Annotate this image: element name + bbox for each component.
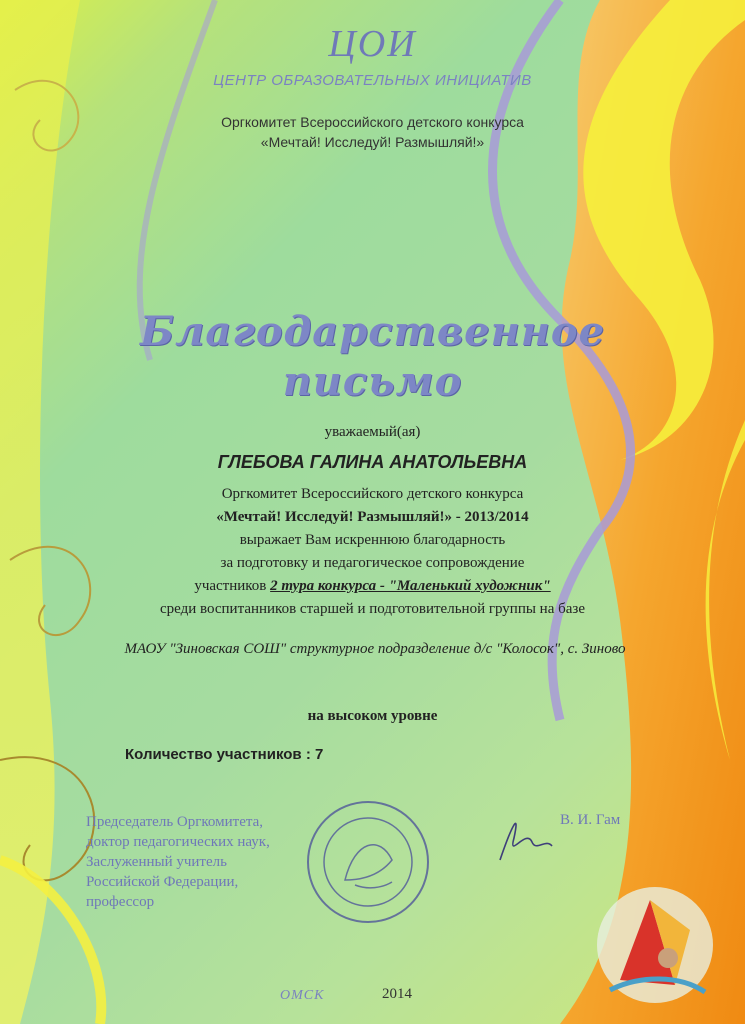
chair-line: Заслуженный учитель bbox=[86, 854, 227, 870]
body-line-preparation: за подготовку и педагогическое сопровождение bbox=[220, 555, 525, 571]
title-line-2: письмо bbox=[282, 358, 463, 405]
committee-line: Оргкомитет Всероссийского детского конкурса bbox=[221, 114, 524, 130]
title-line-1: Благодарственное bbox=[139, 308, 606, 355]
committee-header bbox=[0, 112, 745, 152]
participants-prefix: участников bbox=[194, 578, 267, 594]
salutation: уважаемый(ая) bbox=[324, 424, 421, 440]
body-line-groups: среди воспитанников старшей и подготовительной группы на базе bbox=[159, 601, 585, 617]
round-stamp bbox=[308, 802, 428, 922]
body-line-gratitude: выражает Вам искреннюю благодарность bbox=[239, 532, 506, 548]
year: 2014 bbox=[382, 986, 412, 1002]
chair-title bbox=[86, 812, 270, 912]
mascot-emblem bbox=[597, 887, 713, 1003]
level-text: на высоком уровне bbox=[307, 708, 438, 724]
chair-line: доктор педагогических наук, bbox=[86, 834, 270, 850]
chair-line: профессор bbox=[86, 894, 155, 910]
organization-name: ЦЕНТР ОБРАЗОВАТЕЛЬНЫХ ИНИЦИАТИВ bbox=[213, 72, 532, 89]
participants-count: Количество участников : 7 bbox=[125, 746, 324, 763]
chair-line: Российской Федерации, bbox=[86, 874, 239, 890]
chair-line: Председатель Оргкомитета, bbox=[86, 814, 264, 830]
city: ОМСК bbox=[280, 988, 325, 1003]
body-contest-name: «Мечтай! Исследуй! Размышляй!» - 2013/2014 bbox=[216, 509, 529, 525]
logo-letters: ЦОИ bbox=[328, 23, 417, 65]
school-name: МАОУ "Зиновская СОШ" структурное подразделение д/с "Колосок", с. Зиново bbox=[124, 641, 626, 657]
signer-name: В. И. Гам bbox=[560, 812, 621, 828]
contest-round: 2 тура конкурса - "Маленький художник" bbox=[270, 578, 551, 594]
committee-contest-line: «Мечтай! Исследуй! Размышляй!» bbox=[260, 134, 485, 150]
body-line-participants bbox=[0, 578, 745, 595]
body-line-committee: Оргкомитет Всероссийского детского конкурса bbox=[221, 486, 524, 502]
recipient-name: ГЛЕБОВА ГАЛИНА АНАТОЛЬЕВНА bbox=[217, 452, 528, 472]
signature-scribble bbox=[500, 823, 552, 860]
